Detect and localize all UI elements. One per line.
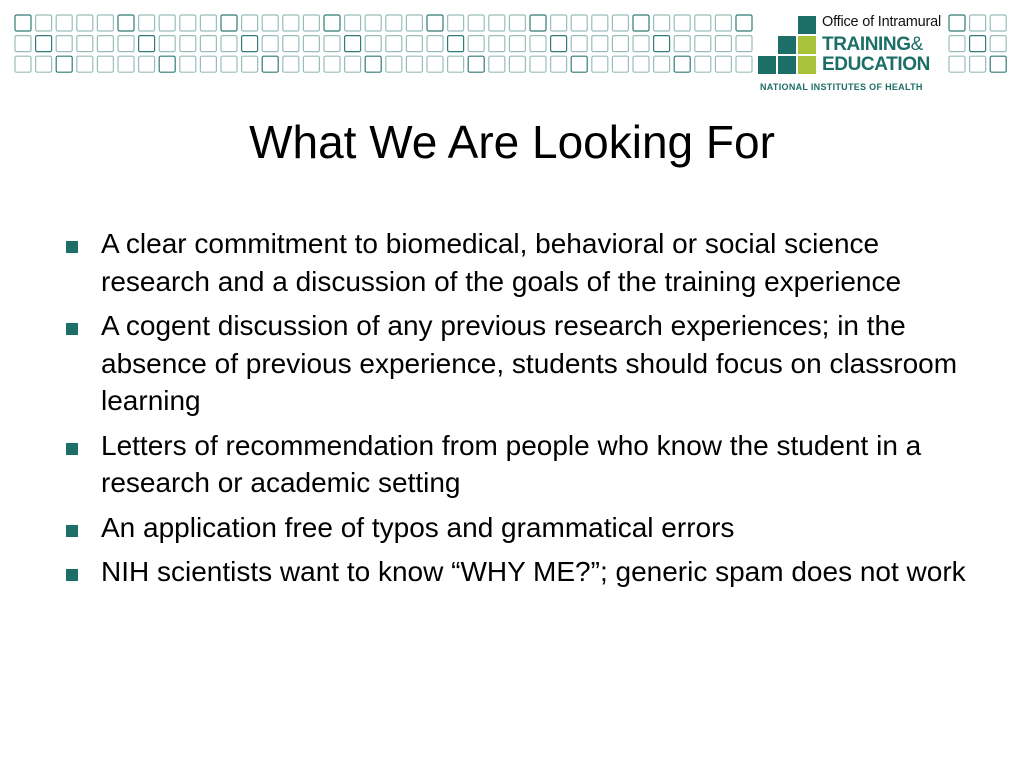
bullet-item xyxy=(64,553,974,591)
pattern-square xyxy=(654,36,670,52)
pattern-square xyxy=(283,56,299,72)
pattern-square xyxy=(159,36,175,52)
pattern-square xyxy=(262,36,278,52)
pattern-square xyxy=(56,56,72,72)
pattern-square xyxy=(77,15,93,31)
slide-header xyxy=(0,0,1024,100)
pattern-square xyxy=(990,15,1006,31)
pattern-square xyxy=(674,15,690,31)
pattern-square xyxy=(949,56,965,72)
pattern-square xyxy=(654,15,670,31)
bullet-text: NIH scientists want to know “WHY ME?”; generic spam does not work xyxy=(101,556,966,587)
pattern-square xyxy=(180,36,196,52)
pattern-square xyxy=(283,15,299,31)
pattern-square xyxy=(345,56,361,72)
pattern-square xyxy=(365,56,381,72)
pattern-square xyxy=(303,56,319,72)
pattern-square xyxy=(159,15,175,31)
pattern-square xyxy=(386,56,402,72)
pattern-square xyxy=(406,56,422,72)
pattern-square xyxy=(365,15,381,31)
pattern-square xyxy=(551,36,567,52)
pattern-square xyxy=(612,15,628,31)
pattern-square xyxy=(242,15,258,31)
pattern-square xyxy=(736,15,752,31)
pattern-square xyxy=(221,56,237,72)
pattern-square xyxy=(139,56,155,72)
pattern-square xyxy=(118,36,134,52)
pattern-square xyxy=(386,36,402,52)
pattern-square xyxy=(468,36,484,52)
pattern-square xyxy=(242,56,258,72)
decorative-square-pattern-right xyxy=(948,14,1010,76)
pattern-square xyxy=(970,56,986,72)
pattern-square xyxy=(736,56,752,72)
pattern-square xyxy=(242,36,258,52)
pattern-square xyxy=(200,56,216,72)
pattern-square xyxy=(77,56,93,72)
bullet-item xyxy=(64,225,974,300)
pattern-square xyxy=(427,15,443,31)
pattern-square xyxy=(159,56,175,72)
pattern-square xyxy=(468,56,484,72)
pattern-square xyxy=(427,36,443,52)
pattern-square xyxy=(200,15,216,31)
pattern-square xyxy=(551,56,567,72)
pattern-square xyxy=(303,36,319,52)
logo-office-text: Office of Intramural xyxy=(822,14,942,30)
decorative-square-pattern xyxy=(14,14,754,76)
pattern-square xyxy=(97,36,113,52)
square-bullet-icon xyxy=(66,569,78,581)
bullet-item xyxy=(64,509,974,547)
square-bullet-icon xyxy=(66,323,78,335)
pattern-square xyxy=(674,36,690,52)
pattern-square xyxy=(448,56,464,72)
pattern-square xyxy=(324,36,340,52)
bullet-text: An application free of typos and grammatical errors xyxy=(101,511,735,543)
pattern-square xyxy=(949,36,965,52)
pattern-square xyxy=(406,15,422,31)
pattern-square xyxy=(736,36,752,52)
pattern-square xyxy=(990,36,1006,52)
pattern-square xyxy=(509,56,525,72)
pattern-square xyxy=(949,15,965,31)
pattern-square xyxy=(77,36,93,52)
logo-nih-text: NATIONAL INSTITUTES OF HEALTH xyxy=(760,82,923,92)
square-bullet-icon xyxy=(66,443,78,455)
bullet-list xyxy=(64,225,974,598)
bullet-text: A clear commitment to biomedical, behavioral or social science research and a discussion of the goals of the training experience xyxy=(101,228,902,297)
pattern-square xyxy=(36,36,52,52)
pattern-square xyxy=(365,36,381,52)
pattern-square xyxy=(571,56,587,72)
square-bullet-icon xyxy=(66,525,78,537)
pattern-square xyxy=(345,36,361,52)
pattern-square xyxy=(118,56,134,72)
pattern-square xyxy=(262,15,278,31)
pattern-square xyxy=(715,36,731,52)
pattern-square xyxy=(324,15,340,31)
logo-squares-icon xyxy=(758,16,822,80)
pattern-square xyxy=(118,15,134,31)
pattern-square xyxy=(592,15,608,31)
logo-education-text: EDUCATION xyxy=(822,54,930,75)
bullet-item xyxy=(64,307,974,420)
pattern-square xyxy=(530,15,546,31)
logo-training-text: TRAINING& xyxy=(822,34,923,55)
pattern-square xyxy=(509,15,525,31)
pattern-square xyxy=(15,36,31,52)
pattern-square xyxy=(990,56,1006,72)
pattern-square xyxy=(468,15,484,31)
pattern-square xyxy=(180,56,196,72)
pattern-square xyxy=(448,36,464,52)
pattern-square xyxy=(262,56,278,72)
pattern-square xyxy=(56,15,72,31)
pattern-square xyxy=(654,56,670,72)
pattern-square xyxy=(612,36,628,52)
pattern-square xyxy=(427,56,443,72)
pattern-square xyxy=(15,56,31,72)
pattern-square xyxy=(97,15,113,31)
pattern-square xyxy=(592,56,608,72)
bullet-item xyxy=(64,427,974,502)
pattern-square xyxy=(530,56,546,72)
training-education-logo xyxy=(758,14,948,98)
pattern-square xyxy=(345,15,361,31)
pattern-square xyxy=(56,36,72,52)
bullet-text: Letters of recommendation from people who know the student in a research or academic setting xyxy=(101,429,922,498)
pattern-square xyxy=(489,15,505,31)
pattern-square xyxy=(633,36,649,52)
pattern-square xyxy=(571,36,587,52)
pattern-square xyxy=(674,56,690,72)
pattern-square xyxy=(221,15,237,31)
bullet-text: A cogent discussion of any previous research experiences; in the absence of previous experience, students should focus on classroom learning xyxy=(101,310,958,416)
pattern-square xyxy=(489,56,505,72)
pattern-square xyxy=(970,15,986,31)
square-bullet-icon xyxy=(66,241,78,253)
pattern-square xyxy=(715,56,731,72)
pattern-square xyxy=(695,15,711,31)
pattern-square xyxy=(489,36,505,52)
pattern-square xyxy=(633,56,649,72)
pattern-square xyxy=(36,56,52,72)
pattern-square xyxy=(180,15,196,31)
pattern-square xyxy=(448,15,464,31)
pattern-square xyxy=(15,15,31,31)
pattern-square xyxy=(221,36,237,52)
pattern-square xyxy=(139,36,155,52)
pattern-square xyxy=(406,36,422,52)
pattern-square xyxy=(509,36,525,52)
pattern-square xyxy=(283,36,299,52)
pattern-square xyxy=(324,56,340,72)
logo-ampersand: & xyxy=(910,34,923,55)
pattern-square xyxy=(530,36,546,52)
pattern-square xyxy=(592,36,608,52)
pattern-square xyxy=(571,15,587,31)
pattern-square xyxy=(970,36,986,52)
pattern-square xyxy=(386,15,402,31)
slide-title: What We Are Looking For xyxy=(249,116,775,168)
pattern-square xyxy=(303,15,319,31)
pattern-square xyxy=(695,36,711,52)
pattern-square xyxy=(97,56,113,72)
pattern-square xyxy=(695,56,711,72)
pattern-square xyxy=(612,56,628,72)
pattern-square xyxy=(36,15,52,31)
pattern-square xyxy=(633,15,649,31)
pattern-square xyxy=(200,36,216,52)
pattern-square xyxy=(551,15,567,31)
pattern-square xyxy=(139,15,155,31)
pattern-square xyxy=(715,15,731,31)
